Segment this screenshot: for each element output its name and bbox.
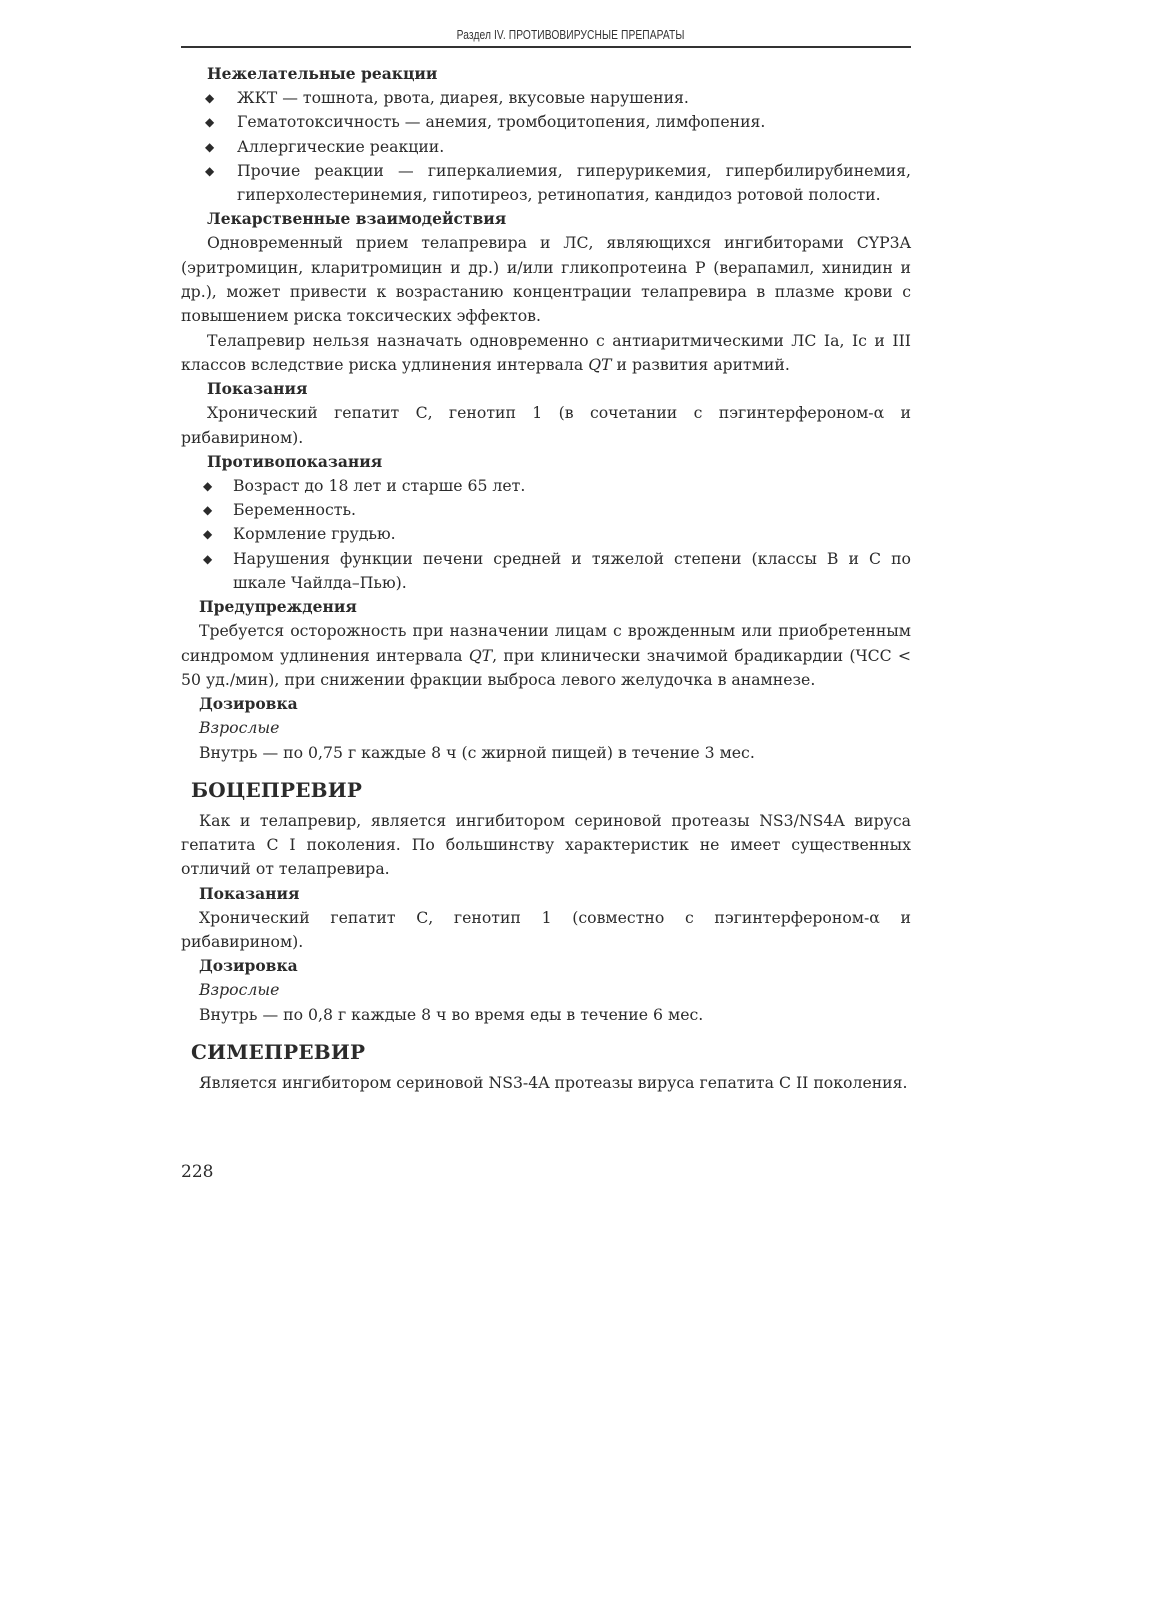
list-item: ◆ Прочие реакции — гиперкалиемия, гиперурикемия, гипербилирубинемия, гиперхолестеринемия, гипотиреоз, ретинопатия, кандидоз ротовой полости.: [205, 160, 911, 205]
page-content: [181, 28, 911, 1095]
list-item: ◆ Гематотоксичность — анемия, тромбоцитопения, лимфопения.: [181, 110, 911, 134]
page-number: 228: [181, 1162, 214, 1182]
indications-text: Хронический гепатит С, генотип 1 (в сочетании с пэгинтерфероном-α и рибавирином).: [181, 403, 911, 447]
interactions-paragraph-2: Телапревир нельзя назначать одновременно с антиаритмическими ЛС Ia, Ic и III классов вследствие риска удлинения интервала QT и развития аритмий.: [181, 330, 911, 374]
bullet-icon: ◆: [205, 115, 215, 130]
bullet-icon: ◆: [203, 503, 213, 518]
simeprevir-title: СИМЕПРЕВИР: [191, 1039, 366, 1064]
running-head: Раздел IV. ПРОТИВОВИРУСНЫЕ ПРЕПАРАТЫ: [456, 28, 685, 42]
bullet-icon: ◆: [203, 551, 213, 566]
boceprevir-title: БОЦЕПРЕВИР: [191, 777, 363, 802]
warnings-text: Требуется осторожность при назначении лицам с врожденным или приобретенным синдромом удлинения интервала QT, при клинически значимой брадикардии (ЧСС < 50 уд./мин), при снижении фракции выброса левого желудочка в анамнезе.: [181, 621, 911, 689]
simeprevir-intro: Является ингибитором сериновой NS3-4A протеазы вируса гепатита С II поколения.: [199, 1072, 908, 1092]
boceprevir-dosage-subheading: Взрослые: [199, 980, 280, 1000]
bullet-icon: ◆: [205, 163, 215, 178]
boceprevir-dosage-heading: Дозировка: [199, 956, 298, 976]
dosage-subheading: Взрослые: [199, 718, 280, 738]
boceprevir-dosage-text: Внутрь — по 0,8 г каждые 8 ч во время еды в течение 6 мес.: [199, 1004, 704, 1024]
bullet-icon: ◆: [205, 139, 215, 154]
bullet-icon: ◆: [205, 91, 215, 105]
indications-heading: Показания: [207, 379, 308, 399]
boceprevir-section: [181, 777, 911, 1027]
list-item: ◆ Возраст до 18 лет и старше 65 лет.: [181, 474, 911, 498]
bullet-icon: ◆: [203, 478, 213, 493]
boceprevir-intro: Как и телапревир, является ингибитором сериновой протеазы NS3/NS4A вируса гепатита С I поколения. По большинству характеристик не имеет существенных отличий от телапревира.: [181, 810, 911, 879]
contraindications-list: [181, 474, 911, 595]
boceprevir-indications-text: Хронический гепатит С, генотип 1 (совместно с пэгинтерфероном-α и рибавирином).: [181, 907, 911, 952]
adverse-reactions-section: [181, 62, 911, 765]
list-item: ◆ Кормление грудью.: [181, 522, 911, 546]
dosage-text: Внутрь — по 0,75 г каждые 8 ч (с жирной пищей) в течение 3 мес.: [199, 742, 755, 762]
list-item: ◆ Нарушения функции печени средней и тяжелой степени (классы B и C по шкале Чайлда–Пью).: [203, 548, 911, 593]
interactions-paragraph-1: Одновременный прием телапревира и ЛС, являющихся ингибиторами CYP3A (эритромицин, кларитромицин и др.) и/или гликопротеина P (верапамил, хинидин и др.), может привести к возрастанию концентрации телапревира в плазме крови с повышением риска токсических эффектов.: [181, 233, 911, 326]
boceprevir-indications-heading: Показания: [199, 883, 300, 903]
list-item: ◆ ЖКТ — тошнота, рвота, диарея, вкусовые нарушения.: [181, 86, 911, 110]
adverse-reactions-list: [181, 86, 911, 207]
list-item: ◆ Аллергические реакции.: [181, 135, 911, 159]
contraindications-heading: Противопоказания: [207, 451, 383, 471]
header-rule: [181, 46, 911, 48]
dosage-heading: Дозировка: [199, 694, 298, 714]
warnings-heading: Предупреждения: [199, 597, 357, 617]
list-item: ◆ Беременность.: [181, 498, 911, 522]
simeprevir-section: [181, 1039, 911, 1095]
interactions-heading: Лекарственные взаимодействия: [207, 209, 507, 229]
adverse-reactions-heading: Нежелательные реакции: [207, 64, 438, 83]
bullet-icon: ◆: [203, 527, 213, 542]
